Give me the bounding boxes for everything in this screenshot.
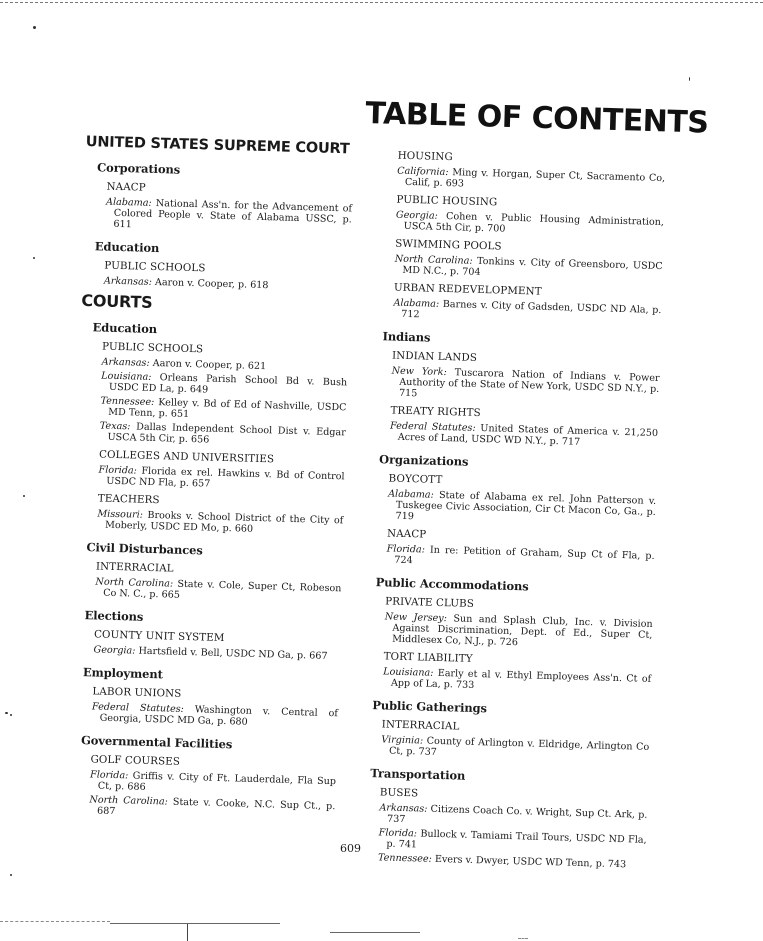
scan-speck	[10, 714, 12, 716]
case-entry	[76, 464, 345, 493]
case-entry	[71, 644, 339, 662]
subcategory-tort-liability: TORT LIABILITY	[383, 650, 473, 665]
category-education: Education	[92, 320, 158, 337]
case-text: Kelley v. Bd of Ed of Nashville, USDC MD Tenn, p. 651	[108, 397, 347, 420]
scan-speck	[10, 874, 12, 876]
subcategory-county-unit: COUNTY UNIT SYSTEM	[93, 628, 225, 645]
scan-speck	[5, 712, 8, 714]
case-text: Washington v. Central of Georgia, USDC MD Ga, p. 680	[99, 704, 339, 728]
subcategory-interracial: INTERRACIAL	[95, 560, 174, 575]
case-state: Alabama:	[393, 297, 440, 310]
case-text: Florida ex rel. Hawkins v. Bd of Control USDC ND Fla, p. 657	[106, 465, 345, 490]
case-entry	[364, 543, 655, 573]
case-text: United States of America v. 21,250 Acres of Land, USDC WD N.Y., p. 717	[397, 423, 659, 448]
section-supreme-court	[82, 134, 354, 293]
case-entry	[375, 165, 666, 195]
case-state: Arkansas:	[379, 802, 428, 815]
subcategory-labor-unions: LABOR UNIONS	[92, 685, 182, 700]
case-entry	[371, 297, 662, 327]
case-text: Aaron v. Cooper, p. 621	[152, 357, 267, 373]
subcategory-public-schools: PUBLIC SCHOOLS	[104, 259, 206, 275]
case-text: Griffis v. City of Ft. Lauderdale, Fla Sup Ct, p. 686	[97, 770, 337, 793]
case-text: In re: Petition of Graham, Sup Ct of Fla, p. 724	[394, 544, 655, 567]
subcategory-swimming-pools: SWIMMING POOLS	[395, 237, 502, 253]
section-courts	[67, 291, 350, 823]
category-elections: Elections	[84, 608, 144, 624]
case-entry	[372, 253, 663, 283]
category-corporations: Corporations	[96, 160, 181, 177]
page-number: 609	[340, 842, 361, 855]
case-state: New York:	[391, 365, 447, 379]
case-state: Florida:	[89, 769, 129, 782]
case-entry	[361, 666, 652, 696]
subcategory-boycott: BOYCOTT	[388, 472, 443, 486]
subcategory-buses: BUSES	[379, 786, 419, 800]
case-state: North Carolina:	[95, 576, 174, 590]
subcategory-teachers: TEACHERS	[97, 492, 160, 507]
subcategory-housing: HOUSING	[397, 149, 453, 164]
case-text: Tuscarora Nation of Indians v. Power Authority of the State of New York, USDC SD N.Y., p. 715	[398, 367, 660, 400]
case-text: Dallas Independent School Dist v. Edgar USCA 5th Cir, p. 656	[107, 421, 346, 446]
case-state: Florida:	[98, 464, 138, 477]
case-state: Georgia:	[395, 209, 439, 222]
case-text: Evers v. Dwyer, USDC WD Tenn, p. 743	[434, 853, 627, 871]
category-civil-disturbances: Civil Disturbances	[86, 540, 203, 558]
case-text: State v. Cole, Super Ct, Robeson Co N. C., p. 665	[103, 578, 342, 601]
case-state: Arkansas:	[101, 356, 150, 369]
case-state: Federal Statutes:	[91, 701, 184, 715]
case-entry	[368, 420, 659, 450]
case-state: New Jersey:	[384, 611, 448, 625]
case-text: National Ass'n. for the Advancement of Colored People v. State of Alabama USSC, p. 611	[113, 197, 353, 231]
case-entry	[362, 611, 653, 652]
subcategory-public-housing: PUBLIC HOUSING	[396, 193, 498, 209]
category-transportation: Transportation	[370, 766, 466, 783]
case-state: North Carolina:	[394, 253, 473, 267]
scan-bottom-edge	[0, 921, 110, 922]
section-heading-supreme-court: UNITED STATES SUPREME COURT	[85, 134, 350, 158]
category-education: Education	[94, 239, 160, 256]
case-entry	[77, 420, 346, 449]
case-text: Citizens Coach Co. v. Wright, Sup Ct. Ark, p. 737	[386, 803, 648, 826]
category-public-gatherings: Public Gatherings	[372, 698, 488, 716]
category-governmental-facilities: Governmental Facilities	[80, 733, 233, 752]
subcategory-naacp: NAACP	[106, 180, 146, 194]
case-text: Orleans Parish School Bd v. Bush USDC ED La, p. 649	[108, 372, 348, 396]
category-indians: Indians	[382, 329, 431, 345]
left-column	[67, 134, 354, 826]
case-state: Federal Statutes:	[389, 420, 476, 434]
case-state: Alabama:	[105, 196, 152, 209]
scan-bottom-edge	[330, 932, 420, 933]
category-public-accommodations: Public Accommodations	[375, 575, 529, 594]
section-heading-courts: COURTS	[81, 290, 153, 312]
case-text: Sun and Splash Club, Inc. v. Division Against Discrimination, Dept. of Ed., Super Ct, Middlesex Co, N.J., p. 726	[391, 613, 653, 649]
case-text: State v. Cooke, N.C. Sup Ct., p. 687	[96, 796, 336, 818]
category-employment: Employment	[82, 665, 163, 682]
case-entry	[374, 209, 665, 239]
scan-top-edge	[0, 2, 763, 3]
case-entry	[73, 576, 342, 605]
case-state: California:	[397, 165, 449, 179]
case-state: Florida:	[378, 827, 418, 840]
case-entry	[70, 701, 339, 730]
case-text: Hartsfield v. Bell, USDC ND Ga, p. 667	[138, 645, 328, 662]
case-state: Tennessee:	[377, 852, 432, 865]
scan-speck	[689, 77, 690, 81]
case-text: Barnes v. City of Gadsden, USDC ND Ala, p. 712	[401, 298, 662, 321]
case-state: Virginia:	[381, 734, 424, 747]
subcategory-indian-lands: INDIAN LANDS	[391, 349, 478, 364]
scan-bottom-edge	[518, 938, 528, 939]
case-state: Louisiana:	[383, 666, 434, 679]
right-column	[356, 143, 666, 874]
scan-speck	[33, 257, 35, 259]
case-state: Tennessee:	[100, 395, 155, 409]
case-text: Ming v. Horgan, Super Ct, Sacramento Co, Calif, p. 693	[404, 167, 666, 190]
case-state: Louisiana:	[101, 370, 152, 383]
subcategory-naacp: NAACP	[386, 527, 427, 541]
case-entry	[67, 794, 336, 823]
case-text: Tonkins v. City of Greensboro, USDC MD N.C., p. 704	[402, 255, 663, 278]
page-title: TABLE OF CONTENTS	[365, 96, 709, 141]
subcategory-urban-redevelopment: URBAN REDEVELOPMENT	[393, 281, 542, 298]
case-text: Aaron v. Cooper, p. 618	[154, 276, 269, 292]
case-text: Brooks v. School District of the City of Moberly, USDC ED Mo, p. 660	[104, 509, 344, 535]
case-state: North Carolina:	[89, 794, 169, 808]
subcategory-interracial: INTERRACIAL	[381, 718, 460, 733]
scan-bottom-edge	[110, 923, 280, 924]
case-entry	[82, 275, 350, 293]
category-organizations: Organizations	[378, 452, 469, 469]
scan-speck	[33, 26, 36, 29]
scan-mark	[187, 924, 188, 941]
subcategory-golf-courses: GOLF COURSES	[90, 753, 181, 768]
case-entry	[75, 508, 344, 537]
case-state: Georgia:	[93, 644, 136, 657]
case-text: County of Arlington v. Eldridge, Arlington Co Ct, p. 737	[388, 735, 650, 758]
case-entry	[79, 370, 348, 399]
case-text: Early et al v. Ethyl Employees Ass'n. Ct of App of La, p. 733	[390, 667, 652, 691]
case-text: Bullock v. Tamiami Trail Tours, USDC ND Fla, p. 741	[386, 828, 647, 851]
case-text: Cohen v. Public Housing Administration, USCA 5th Cir, p. 700	[403, 210, 665, 235]
case-entry	[365, 488, 656, 529]
case-entry	[68, 769, 337, 798]
subcategory-private-clubs: PRIVATE CLUBS	[385, 595, 475, 610]
case-entry	[78, 395, 347, 424]
case-state: Arkansas:	[103, 275, 153, 288]
case-entry	[359, 734, 650, 764]
subcategory-colleges: COLLEGES AND UNIVERSITIES	[98, 448, 275, 466]
subcategory-treaty-rights: TREATY RIGHTS	[390, 404, 481, 420]
scan-speck	[23, 495, 25, 497]
case-state: Missouri:	[97, 508, 144, 521]
subcategory-public-schools: PUBLIC SCHOOLS	[101, 340, 204, 356]
case-entry	[83, 196, 352, 236]
case-state: Alabama:	[388, 488, 434, 501]
case-text: State of Alabama ex rel. John Patterson v. Tuskegee Civic Association, Cir Ct Macon Co, Ga., p. 719	[395, 489, 657, 523]
case-entry	[369, 365, 660, 406]
case-state: Texas:	[99, 420, 131, 433]
case-state: Florida:	[386, 543, 426, 556]
